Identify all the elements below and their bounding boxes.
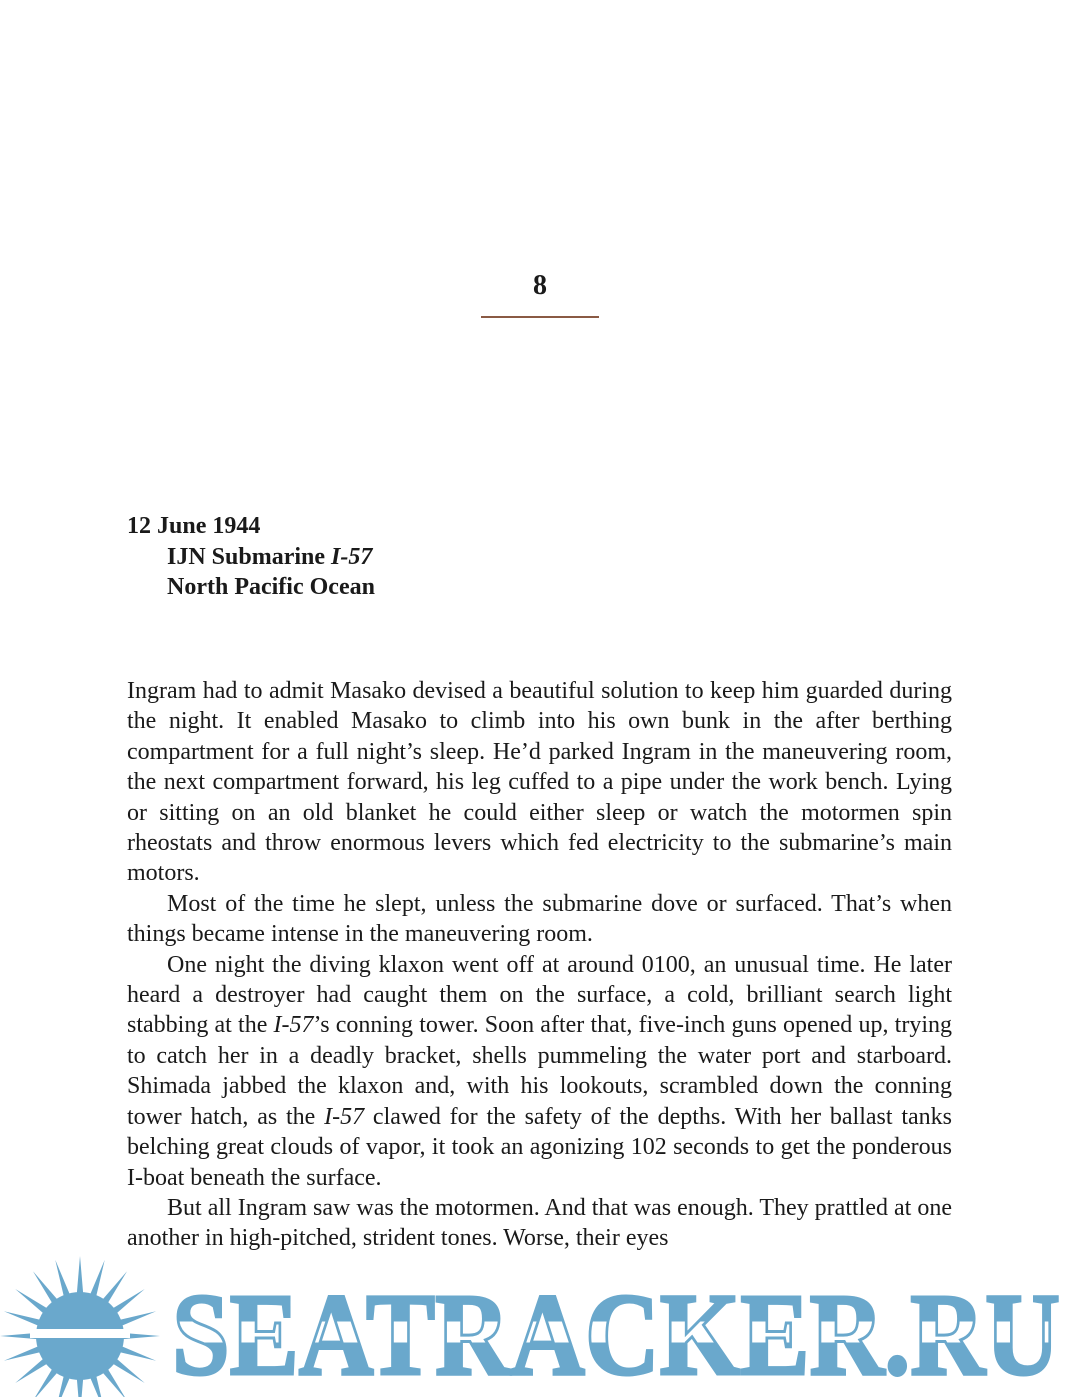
sun-ray-icon (117, 1345, 156, 1361)
watermark-text: SEATRACKER.RU (172, 1269, 1060, 1397)
sun-ray-icon (55, 1260, 71, 1299)
italic-text: I-57 (273, 1012, 314, 1039)
text-run: ’s conning tower. Soon after that, five-inch guns opened up, trying to catch her in a deadly bracket, shells pummeling the water port and starboard. Shimada jabbed the klaxon and, with his lookouts, scrambled down the conning tower hatch, as the (127, 1012, 952, 1130)
sun-ray-icon (77, 1256, 84, 1296)
text-run: Ingram had to admit Masako devised a beautiful solution to keep him guarded during the night. It enabled Masako to climb into his own bunk in the after berthing compartment for a full night’s sleep. He’d parked Ingram in the maneuvering room, the next compartment forward, his leg cuffed to a pipe under the work bench. Lying or sitting on an old blanket he could either sleep or watch the motormen spin rheostats and throw enormous levers which fed electricity to the submarine’s main motors. (127, 678, 952, 887)
watermark (0, 1232, 1080, 1397)
sun-ray-icon (4, 1311, 43, 1327)
chapter-divider (481, 316, 599, 318)
sun-logo-icon (0, 1256, 160, 1397)
sun-ray-icon (4, 1345, 43, 1361)
text-run: Most of the time he slept, unless the submarine dove or surfaced. That’s when things became intense in the maneuvering room. (127, 890, 952, 948)
text-run: But all Ingram saw was the motormen. And that was enough. They prattled at one another in high-pitched, strident tones. Worse, their eyes (127, 1194, 952, 1252)
scene-vessel-name: I-57 (331, 543, 373, 570)
text-run: clawed for the safety of the depths. With her ballast tanks belching great clouds of vapor, it took an agonizing 102 seconds to get the ponderous I-boat beneath the surface. (127, 1103, 952, 1191)
scene-vessel (127, 542, 375, 573)
chapter-number: 8 (533, 270, 547, 301)
body-text (127, 676, 952, 1254)
scene-heading (127, 511, 375, 603)
italic-text: I-57 (324, 1103, 365, 1130)
scene-date: 12 June 1944 (127, 513, 261, 539)
text-run: One night the diving klaxon went off at around 0100, an unusual time. He later heard a destroyer had caught them on the surface, a cold, brilliant search light stabbing at the (127, 951, 952, 1039)
scene-location: North Pacific Ocean (167, 574, 375, 600)
sun-ray-icon (89, 1260, 105, 1299)
paragraph (127, 889, 952, 950)
paragraph (127, 676, 952, 889)
sun-ray-icon (117, 1311, 156, 1327)
scene-vessel-prefix: IJN Submarine (167, 543, 332, 570)
paragraph (127, 950, 952, 1193)
